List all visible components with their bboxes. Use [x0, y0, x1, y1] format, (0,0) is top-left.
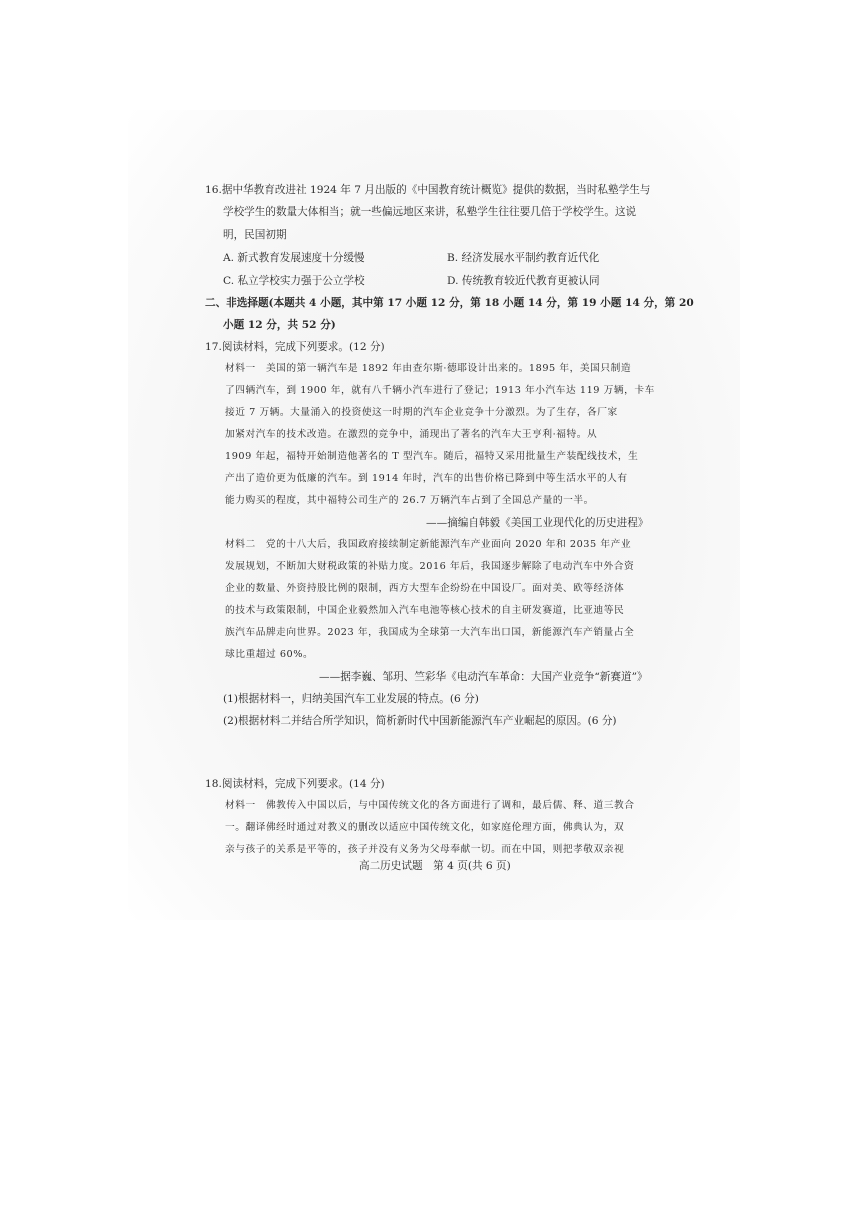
q18-material1-line-3: 亲与孩子的关系是平等的，孩子并没有义务为父母奉献一切。而在中国，则把孝敬双亲视 — [225, 844, 625, 855]
q17-material1-source: ——摘编自韩毅《美国工业现代化的历史进程》 — [426, 517, 649, 529]
q17-material1-line-6: 产出了造价更为低廉的汽车。到 1914 年时，汽车的出售价格已降到中等生活水平的人有 — [225, 473, 628, 484]
q17-material1-line-3: 接近 7 万辆。大量涌入的投资使这一时期的汽车企业竞争十分激烈。为了生存，各厂家 — [225, 407, 618, 418]
q16-option-b: B. 经济发展水平制约教育近代化 — [447, 252, 600, 264]
q17-material2-line-2: 发展规划，不断加大财税政策的补贴力度。2016 年后，我国逐步解除了电动汽车中外合资 — [225, 561, 635, 572]
q17-material2-line-1: 材料二 党的十八大后，我国政府接续制定新能源汽车产业面向 2020 年和 2035 年产业 — [225, 539, 632, 550]
page-footer: 高二历史试题 第 4 页(共 6 页) — [359, 860, 511, 872]
q18-material1-line-1: 材料一 佛教传入中国以后，与中国传统文化的各方面进行了调和，最后儒、释、道三教合 — [225, 800, 635, 811]
q17-requirement-2: (2)根据材料二并结合所学知识，简析新时代中国新能源汽车产业崛起的原因。(6 分) — [223, 715, 617, 727]
q17-material1-line-4: 加紧对汽车的技术改造。在激烈的竞争中，涌现出了著名的汽车大王亨利·福特。从 — [225, 429, 598, 440]
q17-material1-line-5: 1909 年起，福特开始制造他著名的 T 型汽车。随后，福特又采用批量生产装配线技术，生 — [225, 451, 639, 462]
section-2-heading-line-1: 二、非选择题(本题共 4 小题，其中第 17 小题 12 分，第 18 小题 14 分，第 19 小题 14 分，第 20 — [205, 297, 694, 309]
q16-stem-line-3: 明，民国初期 — [223, 229, 287, 241]
q17-material2-source: ——据李巍、邹玥、竺彩华《电动汽车革命：大国产业竞争“新赛道”》 — [319, 671, 648, 683]
q18-material1-line-2: 一。翻译佛经时通过对教义的删改以适应中国传统文化，如家庭伦理方面，佛典认为，双 — [225, 822, 625, 833]
q16-stem-line-2: 学校学生的数量大体相当；就一些偏远地区来讲，私塾学生往往要几倍于学校学生。这说 — [223, 206, 637, 218]
q17-material1-line-7: 能力购买的程度，其中福特公司生产的 26.7 万辆汽车占到了全国总产量的一半。 — [225, 495, 594, 506]
q17-material1-line-2: 了四辆汽车，到 1900 年，就有八千辆小汽车进行了登记；1913 年小汽车达 119 万辆，卡车 — [225, 385, 655, 396]
q16-option-d: D. 传统教育较近代教育更被认同 — [447, 275, 600, 287]
q18-title: 18.阅读材料，完成下列要求。(14 分) — [205, 778, 385, 790]
q16-option-a: A. 新式教育发展速度十分缓慢 — [223, 252, 365, 264]
q16-option-c: C. 私立学校实力强于公立学校 — [223, 275, 365, 287]
q17-material2-line-4: 的技术与政策限制，中国企业毅然加入汽车电池等核心技术的自主研发赛道，比亚迪等民 — [225, 605, 625, 616]
q17-material2-line-5: 族汽车品牌走向世界。2023 年，我国成为全球第一大汽车出口国，新能源汽车产销量占全 — [225, 627, 635, 638]
q17-requirement-1: (1)根据材料一，归纳美国汽车工业发展的特点。(6 分) — [223, 693, 479, 705]
q17-title: 17.阅读材料，完成下列要求。(12 分) — [205, 341, 385, 353]
q17-material2-line-3: 企业的数量、外资持股比例的限制，西方大型车企纷纷在中国设厂。面对美、欧等经济体 — [225, 583, 625, 594]
q16-stem-line-1: 16.据中华教育改进社 1924 年 7 月出版的《中国教育统计概览》提供的数据，当时私塾学生与 — [205, 184, 651, 196]
section-2-heading-line-2: 小题 12 分，共 52 分) — [223, 319, 336, 331]
q17-material2-line-6: 球比重超过 60%。 — [225, 649, 314, 660]
q17-material1-line-1: 材料一 美国的第一辆汽车是 1892 年由查尔斯·德耶设计出来的。1895 年，美国只制造 — [225, 363, 632, 374]
